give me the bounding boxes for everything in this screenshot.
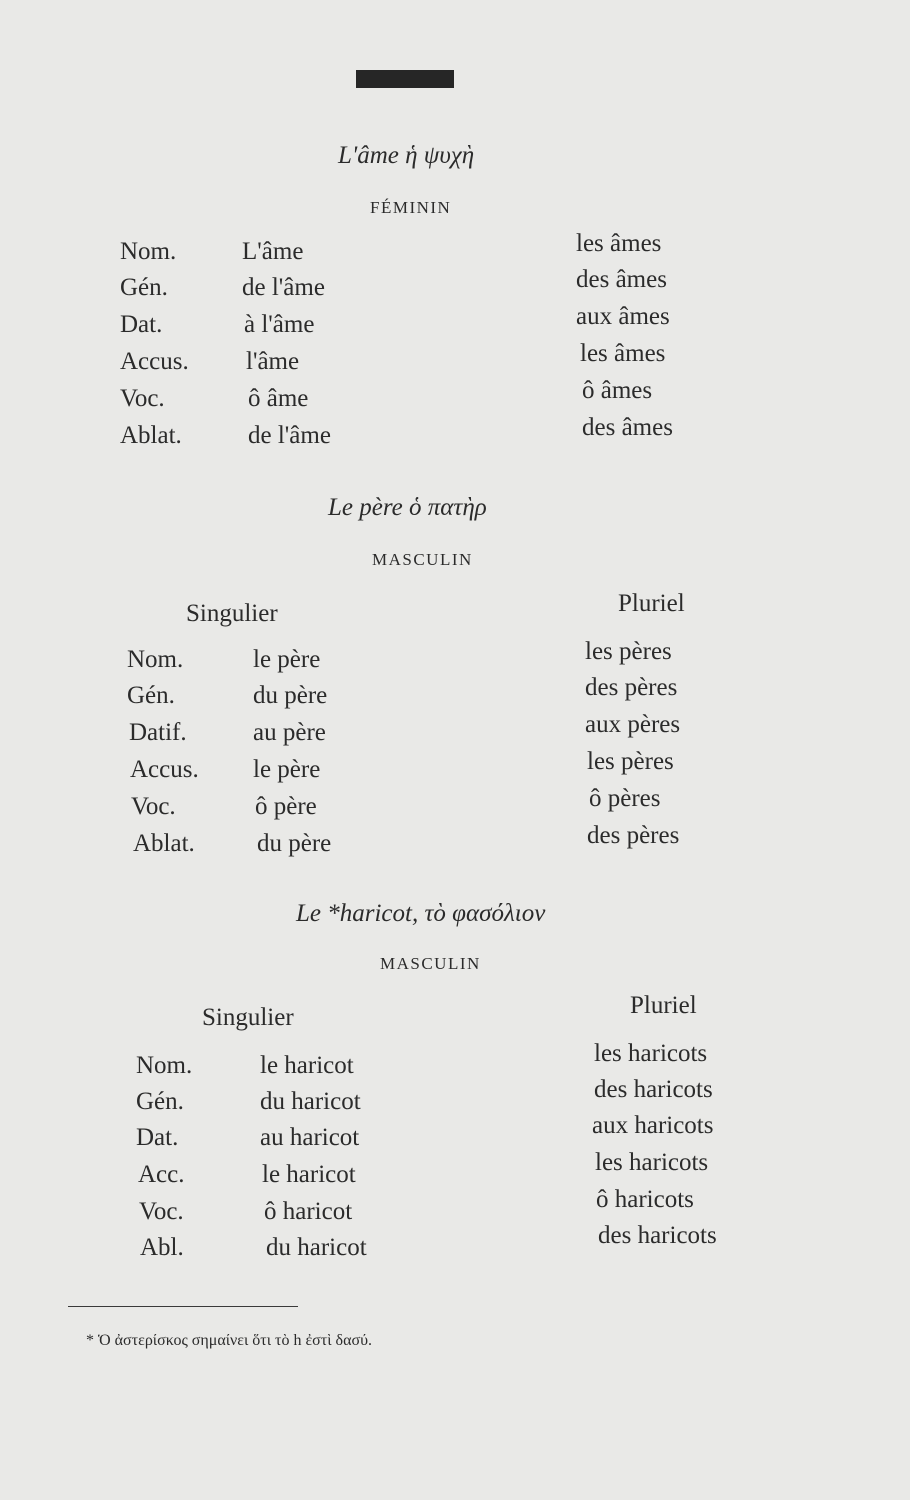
singular-form: du père xyxy=(253,682,328,709)
section-heading-haricot: Le *haricot, τὸ φασόλιον xyxy=(296,900,546,927)
case-label: Abl. xyxy=(140,1234,184,1261)
singular-form: le père xyxy=(253,756,321,783)
plural-form: des âmes xyxy=(576,266,667,293)
case-label: Voc. xyxy=(131,793,176,820)
case-label: Ablat. xyxy=(120,422,182,449)
singular-form: ô haricot xyxy=(264,1198,353,1225)
singular-form: à l'âme xyxy=(244,311,315,338)
plural-form: les pères xyxy=(587,748,674,775)
footnote: * Ὁ ἀστερίσκος σημαίνει ὅτι τὸ h ἐστὶ δασύ. xyxy=(86,1332,372,1349)
singular-form: de l'âme xyxy=(248,422,331,449)
section-heading-ame: L'âme ἡ ψυχὴ xyxy=(338,142,475,169)
plural-form: des âmes xyxy=(582,414,673,441)
plural-form: aux pères xyxy=(585,711,681,738)
plural-form: les pères xyxy=(585,638,672,665)
case-label: Accus. xyxy=(120,348,189,375)
case-label: Datif. xyxy=(129,719,187,746)
singular-form: au haricot xyxy=(260,1124,360,1151)
singular-form: du haricot xyxy=(260,1088,361,1115)
plural-form: des pères xyxy=(587,822,680,849)
case-label: Dat. xyxy=(120,311,163,338)
case-label: Ablat. xyxy=(133,830,195,857)
singular-form: ô âme xyxy=(248,385,309,412)
plural-form: les âmes xyxy=(580,340,666,367)
gender-label-masculin: MASCULIN xyxy=(372,550,473,569)
singular-form: de l'âme xyxy=(242,274,325,301)
footnote-rule xyxy=(68,1306,298,1307)
singular-form: du haricot xyxy=(266,1234,367,1261)
plural-form: ô pères xyxy=(589,785,661,812)
plural-column-header: Pluriel xyxy=(618,590,685,617)
case-label: Gén. xyxy=(127,682,175,709)
case-label: Gén. xyxy=(136,1088,184,1115)
plural-form: des haricots xyxy=(594,1076,713,1103)
singular-form: ô père xyxy=(255,793,317,820)
case-label: Acc. xyxy=(138,1161,185,1188)
singular-form: le père xyxy=(253,646,321,673)
singular-form: le haricot xyxy=(262,1161,356,1188)
plural-column-header: Pluriel xyxy=(630,992,697,1019)
plural-form: des haricots xyxy=(598,1222,717,1249)
case-label: Nom. xyxy=(127,646,184,673)
case-label: Gén. xyxy=(120,274,168,301)
plural-form: les âmes xyxy=(576,230,662,257)
plural-form: ô âmes xyxy=(582,377,653,404)
case-label: Voc. xyxy=(120,385,165,412)
case-label: Nom. xyxy=(120,238,177,265)
singular-column-header: Singulier xyxy=(202,1004,294,1031)
singular-form: L'âme xyxy=(242,238,304,265)
case-label: Nom. xyxy=(136,1052,193,1079)
singular-form: l'âme xyxy=(246,348,300,375)
plural-form: les haricots xyxy=(595,1149,709,1176)
case-label: Dat. xyxy=(136,1124,179,1151)
plural-form: aux âmes xyxy=(576,303,670,330)
plural-form: les haricots xyxy=(594,1040,708,1067)
plural-form: des pères xyxy=(585,674,678,701)
section-heading-pere: Le père ὁ πατὴρ xyxy=(328,494,487,521)
gender-label-masculin: MASCULIN xyxy=(380,954,481,973)
plural-form: aux haricots xyxy=(592,1112,714,1139)
singular-form: le haricot xyxy=(260,1052,354,1079)
singular-column-header: Singulier xyxy=(186,600,278,627)
case-label: Voc. xyxy=(139,1198,184,1225)
singular-form: du père xyxy=(257,830,332,857)
singular-form: au père xyxy=(253,719,326,746)
case-label: Accus. xyxy=(130,756,199,783)
gender-label-feminin: FÉMININ xyxy=(370,198,452,217)
top-black-bar xyxy=(356,70,454,88)
plural-form: ô haricots xyxy=(596,1186,694,1213)
